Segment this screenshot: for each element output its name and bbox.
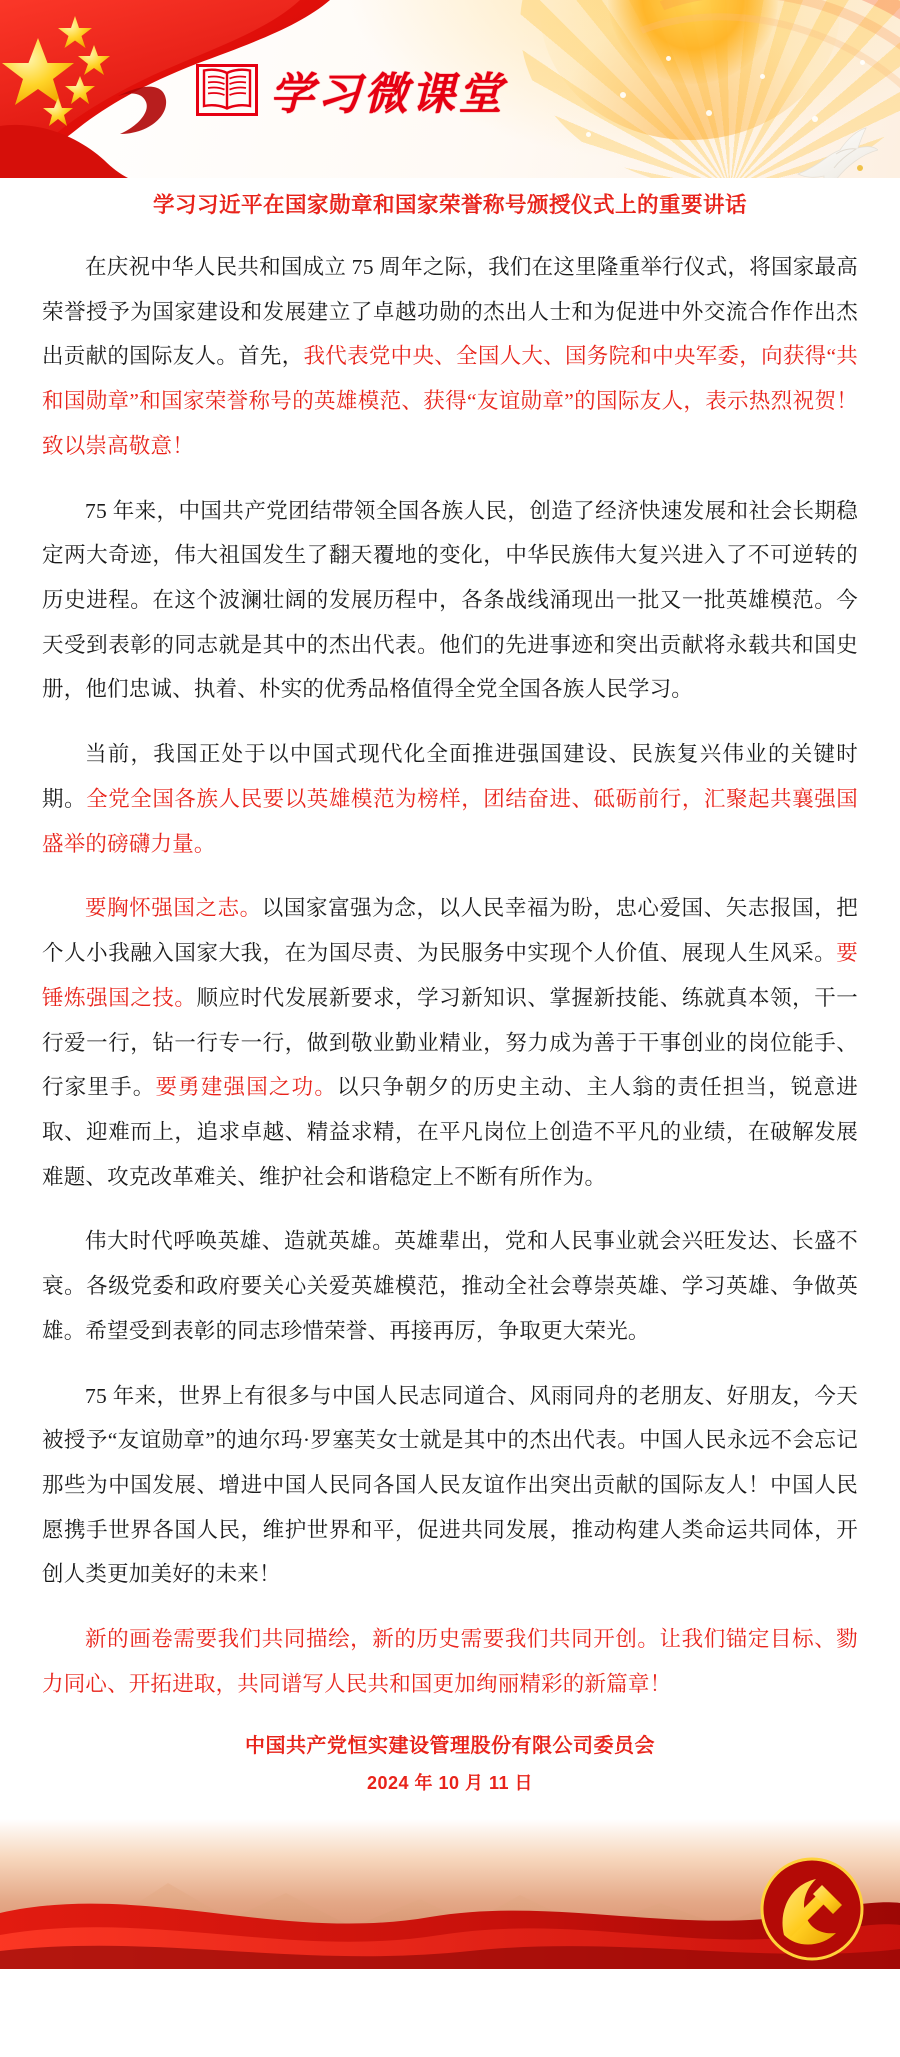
sparkle-dot [812,116,818,122]
article-subtitle: 学习习近平在国家勋章和国家荣誉称号颁授仪式上的重要讲话 [152,193,747,217]
highlighted-text: 要胸怀强国之志。 [85,896,262,921]
paragraph-6 [42,1374,858,1598]
body-text: 以只争朝夕的历史主动、主人翁的责任担当，锐意进取、迎难而上，追求卓越、精益求精，在平凡岗位上创造不平凡的业绩，在破解发展难题、攻克改革难关、维护社会和谐稳定上不断有所作为。 [42,1075,858,1189]
site-logo [196,58,505,122]
paragraph-4 [42,886,858,1199]
highlighted-text: 要锤炼强国之技。 [42,941,858,1010]
highlighted-text: 新的画卷需要我们共同描绘，新的历史需要我们共同开创。让我们锚定目标、勠力同心、开拓进取，共同谱写人民共和国更加绚丽精彩的新篇章！ [42,1627,858,1696]
highlighted-text: 要勇建强国之功。 [155,1075,338,1100]
footer-decoration-band [0,1819,900,1969]
organization-name: 中国共产党恒实建设管理股份有限公司委员会 [245,1734,655,1757]
sparkle-dot [706,110,712,116]
body-text: 当前，我国正处于以中国式现代化全面推进强国建设、民族复兴伟业的关键时期。 [42,742,858,811]
body-text: 75 年来，中国共产党团结带领全国各族人民，创造了经济快速发展和社会长期稳定两大奇迹，伟大祖国发生了翻天覆地的变化，中华民族伟大复兴进入了不可逆转的历史进程。在这个波澜壮阔的发展历程中，各条战线涌现出一批又一批英雄模范。今天受到表彰的同志就是其中的杰出代表。他们的先进事迹和突出贡献将永载共和国史册，他们忠诚、执着、朴实的优秀品格值得全党全国各族人民学习。 [42,498,858,702]
body-text: 顺应时代发展新要求，学习新知识、掌握新技能、练就真本领，干一行爱一行，钻一行专一行，做到敬业勤业精业，努力成为善于干事创业的岗位能手、行家里手。 [42,985,858,1100]
header-banner [0,0,900,178]
sparkle-dot [586,132,591,137]
article-body [0,219,900,1707]
hammer-and-sickle-icon [758,1855,866,1963]
body-text: 75 年来，世界上有很多与中国人民志同道合、风雨同舟的老朋友、好朋友，今天被授予“友谊勋章”的迪尔玛·罗塞芙女士就是其中的杰出代表。中国人民永远不会忘记那些为中国发展、增进中国人民同各国人民友谊作出突出贡献的国际友人！中国人民愿携手世界各国人民，维护世界和平，促进共同发展，推动构建人类命运共同体，开创人类更加美好的未来！ [42,1383,858,1587]
open-book-icon [196,64,258,116]
highlighted-text: 全党全国各族人民要以英雄模范为榜样，团结奋进、砥砺前行，汇聚起共襄强国盛举的磅礴力量。 [42,786,858,856]
sparkle-dot [860,60,865,65]
footer-signature-block [0,1727,900,1801]
body-text: 在庆祝中华人民共和国成立 75 周年之际，我们在这里隆重举行仪式，将国家最高荣誉授予为国家建设和发展建立了卓越功勋的杰出人士和为促进中外交流合作作出杰出贡献的国际友人。首先， [42,255,858,369]
paragraph-5 [42,1219,858,1353]
sparkle-dot [666,56,671,61]
paragraph-2 [42,489,858,713]
paragraph-3 [42,732,858,866]
body-text: 伟大时代呼唤英雄、造就英雄。英雄辈出，党和人民事业就会兴旺发达、长盛不衰。各级党委和政府要关心关爱英雄模范，推动全社会尊崇英雄、学习英雄、争做英雄。希望受到表彰的同志珍惜荣誉、再接再厉，争取更大荣光。 [42,1229,858,1343]
paragraph-1 [42,245,858,469]
paragraph-7 [42,1617,858,1706]
highlighted-text: 我代表党中央、全国人大、国务院和中央军委，向获得“共和国勋章”和国家荣誉称号的英雄模范、获得“友谊勋章”的国际友人，表示热烈祝贺！致以崇高敬意！ [42,344,859,458]
sparkle-dot [620,92,626,98]
logo-title: 学习微课堂 [270,70,505,119]
sparkle-dot [760,74,765,79]
peace-dove-icon [796,124,878,178]
publish-date: 2024 年 10 月 11 日 [366,1772,534,1793]
body-text: 以国家富强为念，以人民幸福为盼，忠心爱国、矢志报国，把个人小我融入国家大我，在为国尽责、为民服务中实现个人价值、展现人生风采。 [42,896,858,966]
